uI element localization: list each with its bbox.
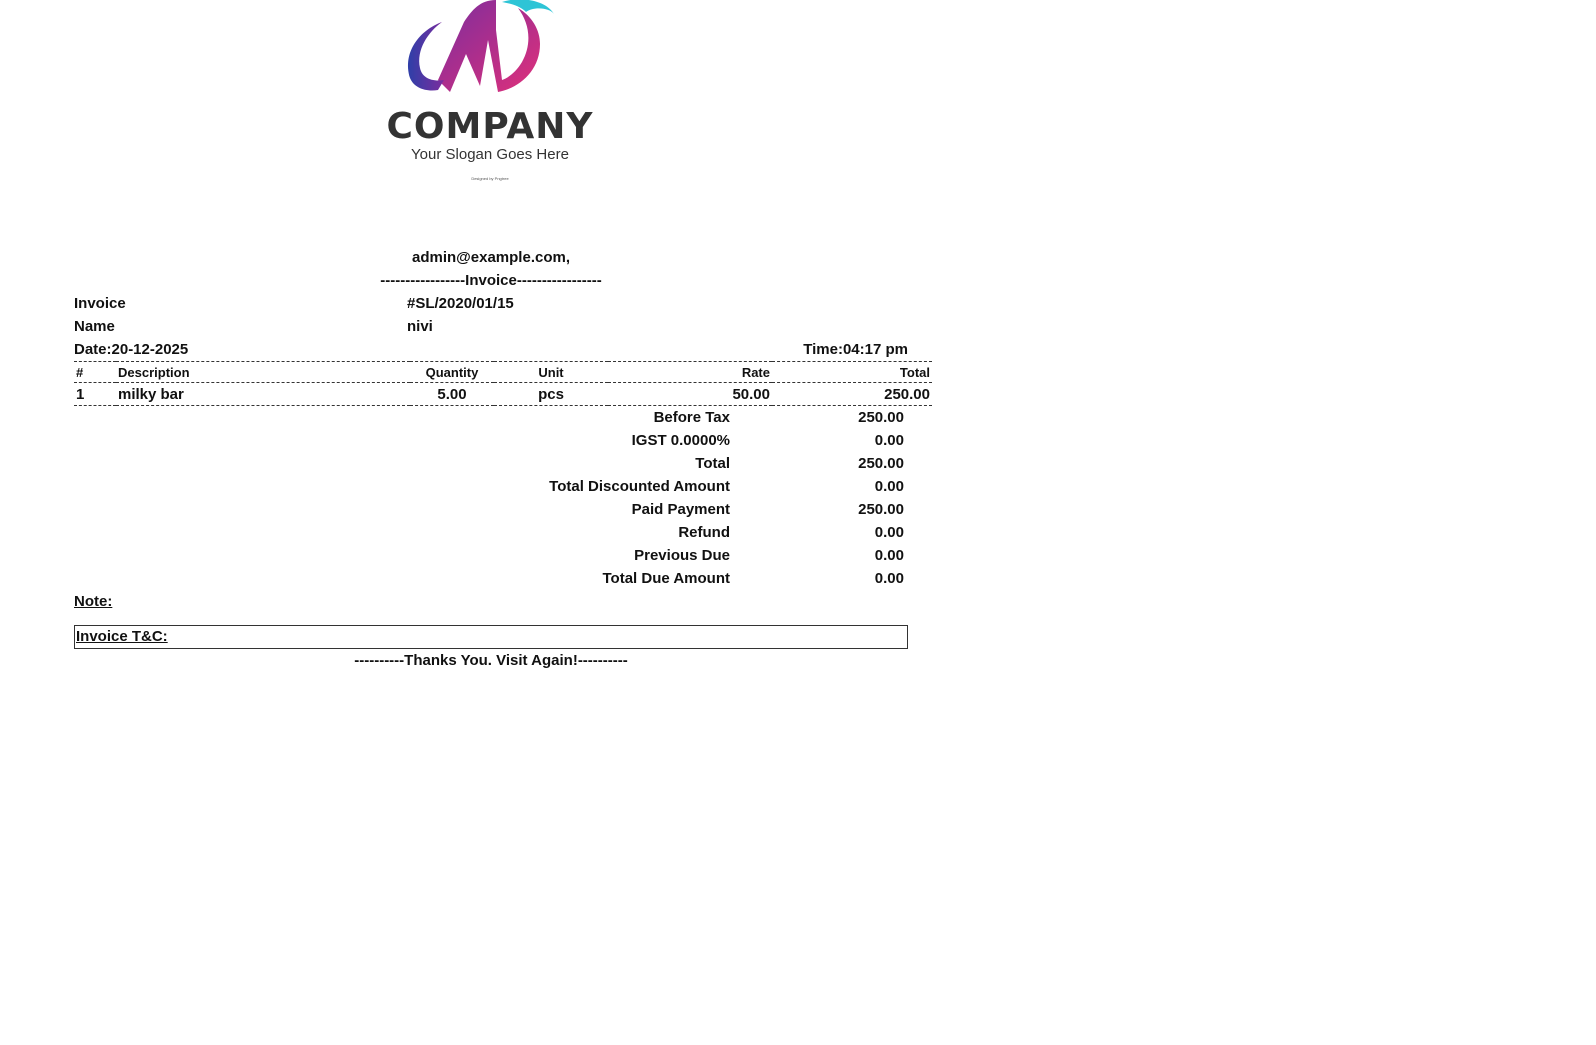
customer-name-row (74, 315, 908, 338)
summary-row-paid (74, 498, 908, 521)
logo-slogan: Your Slogan Goes Here (411, 146, 569, 163)
summary-label: Total (695, 455, 730, 472)
logo-company-text: COMPANY (386, 106, 594, 147)
summary-row-refund (74, 521, 908, 544)
summary-label: Previous Due (634, 547, 730, 564)
summary-label: Total Due Amount (602, 570, 730, 587)
summary-label: Total Discounted Amount (549, 478, 730, 495)
summary-value: 250.00 (858, 501, 904, 518)
customer-name-value: nivi (407, 318, 433, 335)
item-number: 1 (74, 383, 116, 406)
note-label: Note: (74, 593, 113, 610)
items-header-row (74, 362, 932, 383)
summary-value: 0.00 (874, 570, 904, 587)
summary-value: 0.00 (874, 547, 904, 564)
invoice-date: Date:20-12-2025 (74, 341, 189, 358)
summary-row-total-due (74, 567, 908, 590)
item-unit: pcs (494, 383, 608, 406)
invoice-title: -----------------Invoice----------------- (380, 272, 602, 289)
terms-conditions-box (74, 625, 908, 649)
logo-mark-icon (380, 0, 600, 110)
summary-row-discount (74, 475, 908, 498)
invoice-number-label: Invoice (74, 295, 126, 312)
store-email: admin@example.com, (411, 249, 570, 266)
summary-row-igst (74, 429, 908, 452)
item-total: 250.00 (772, 383, 932, 406)
thanks-message: ----------Thanks You. Visit Again!---------- (354, 652, 628, 669)
col-quantity-header: Quantity (410, 362, 494, 383)
summary-label: Before Tax (653, 409, 730, 426)
col-rate-header: Rate (608, 362, 772, 383)
summary-label: IGST 0.0000% (631, 432, 730, 449)
invoice-number-value: #SL/2020/01/15 (407, 295, 514, 312)
item-rate: 50.00 (608, 383, 772, 406)
summary-value: 250.00 (858, 409, 904, 426)
summary-row-before-tax (74, 406, 908, 429)
invoice (74, 246, 930, 673)
items-table (74, 361, 932, 406)
summary-section (74, 406, 908, 590)
col-unit-header: Unit (494, 362, 608, 383)
item-description: milky bar (116, 383, 410, 406)
invoice-time: Time:04:17 pm (803, 341, 908, 358)
invoice-number-row (74, 292, 908, 315)
item-quantity: 5.00 (410, 383, 494, 406)
logo-credit: Designed by Pngtree (471, 176, 509, 181)
summary-row-previous-due (74, 544, 908, 567)
summary-value: 0.00 (874, 478, 904, 495)
table-row (74, 383, 932, 406)
terms-conditions-label: Invoice T&C: (76, 628, 168, 645)
summary-value: 250.00 (858, 455, 904, 472)
summary-label: Paid Payment (631, 501, 730, 518)
summary-value: 0.00 (874, 432, 904, 449)
summary-row-total (74, 452, 908, 475)
col-hash-header: # (74, 362, 116, 383)
summary-value: 0.00 (874, 524, 904, 541)
spacer (74, 613, 908, 625)
company-logo (380, 0, 600, 190)
date-time-row (74, 338, 908, 361)
col-total-header: Total (772, 362, 932, 383)
customer-name-label: Name (74, 318, 115, 335)
summary-label: Refund (678, 524, 730, 541)
col-description-header: Description (116, 362, 410, 383)
